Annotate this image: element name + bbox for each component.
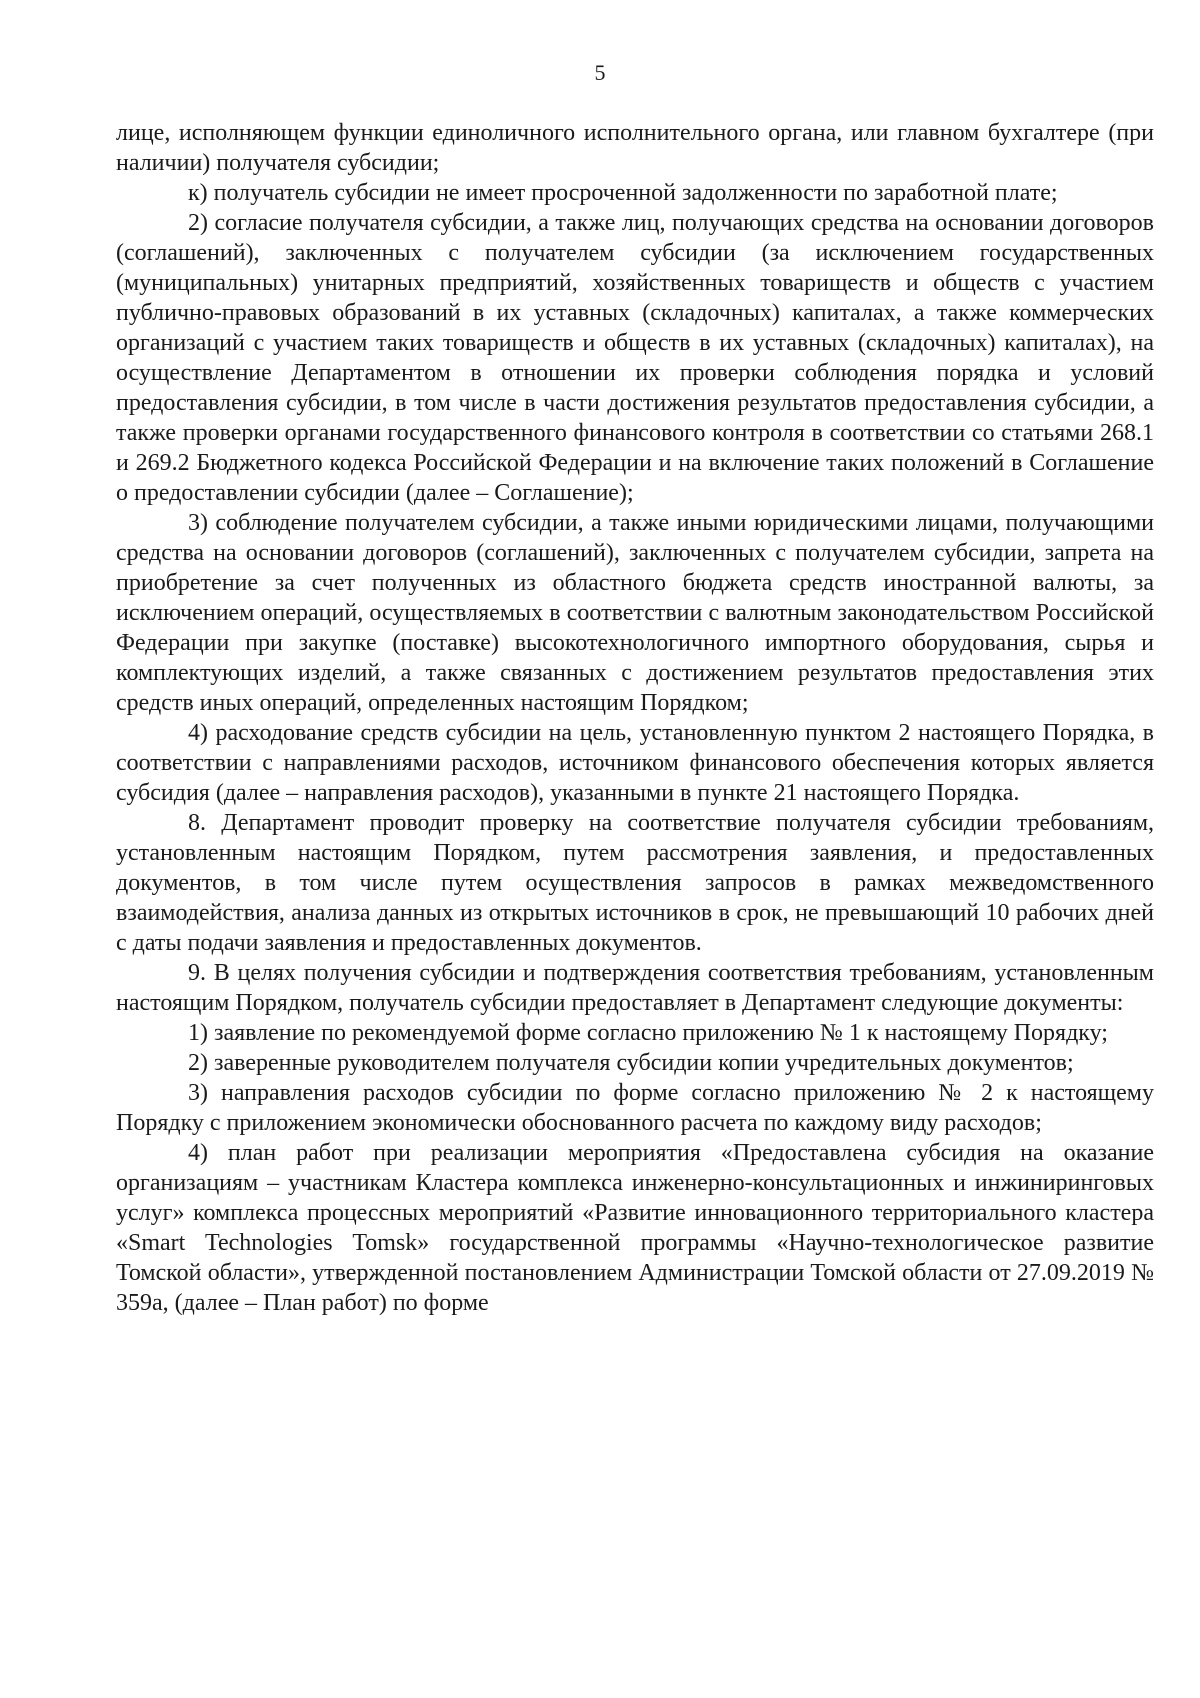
paragraph-doc-4-work-plan: 4) план работ при реализации мероприятия «Предоставлена субсидия на оказание организациям – участникам Кластера комплекса инженерно-консультационных и инжиниринговых услуг» комплекса процессных мероприятий «Развитие инновационного территориального кластера «Smart Technologies Tomsk» государственной программы «Научно-технологическое развитие Томской области», утвержденной постановлением Администрации Томской области от 27.09.2019 № 359а, (далее – План работ) по форме — [116, 1140, 1154, 1316]
paragraph-item-2-consent: 2) согласие получателя субсидии, а также лиц, получающих средства на основании договоров (соглашений), заключенных с получателем субсидии (за исключением государственных (муниципальных) унитарных предприятий, хозяйственных товариществ и обществ с участием публично-правовых образований в их уставных (складочных) капиталах, а также коммерческих организаций с участием таких товариществ и обществ в их уставных (складочных) капиталах), на осуществление Департаментом в отношении их проверки соблюдения порядка и условий предоставления субсидии, в том числе в части достижения результатов предоставления субсидии, а также проверки органами государственного финансового контроля в соответствии со статьями 268.1 и 269.2 Бюджетного кодекса Российской Федерации и на включение таких положений в Соглашение о предоставлении субсидии (далее – Соглашение); — [116, 210, 1154, 506]
paragraph-clause-9: 9. В целях получения субсидии и подтверждения соответствия требованиям, установленным настоящим Порядком, получатель субсидии предоставляет в Департамент следующие документы: — [116, 960, 1154, 1016]
paragraph-doc-1-application: 1) заявление по рекомендуемой форме согласно приложению № 1 к настоящему Порядку; — [188, 1020, 1108, 1046]
paragraph-doc-2-founding-docs: 2) заверенные руководителем получателя субсидии копии учредительных документов; — [188, 1050, 1074, 1076]
paragraph-item-3-compliance: 3) соблюдение получателем субсидии, а также иными юридическими лицами, получающими средства на основании договоров (соглашений), заключенных с получателем субсидии, запрета на приобретение за счет полученных из областного бюджета средств иностранной валюты, за исключением операций, осуществляемых в соответствии с валютным законодательством Российской Федерации при закупке (поставке) высокотехнологичного импортного оборудования, сырья и комплектующих изделий, а также связанных с достижением результатов предоставления этих средств иных операций, определенных настоящим Порядком; — [116, 510, 1154, 716]
paragraph-doc-3-expense-directions: 3) направления расходов субсидии по форме согласно приложению № 2 к настоящему Порядку с приложением экономически обоснованного расчета по каждому виду расходов; — [116, 1080, 1154, 1136]
paragraph-item-4-spending: 4) расходование средств субсидии на цель, установленную пунктом 2 настоящего Порядка, в соответствии с направлениями расходов, источником финансового обеспечения которых является субсидия (далее – направления расходов), указанными в пункте 21 настоящего Порядка. — [116, 720, 1154, 806]
paragraph-item-k: к) получатель субсидии не имеет просроченной задолженности по заработной плате; — [188, 180, 1058, 206]
paragraph-clause-8: 8. Департамент проводит проверку на соответствие получателя субсидии требованиям, установленным настоящим Порядком, путем рассмотрения заявления, и предоставленных документов, в том числе путем осуществления запросов в рамках межведомственного взаимодействия, анализа данных из открытых источников в срок, не превышающий 10 рабочих дней с даты подачи заявления и предоставленных документов. — [116, 810, 1154, 956]
page-number: 5 — [594, 60, 606, 85]
document-body — [116, 118, 1154, 1318]
paragraph-continuation: лице, исполняющем функции единоличного исполнительного органа, или главном бухгалтере (при наличии) получателя субсидии; — [116, 120, 1154, 176]
